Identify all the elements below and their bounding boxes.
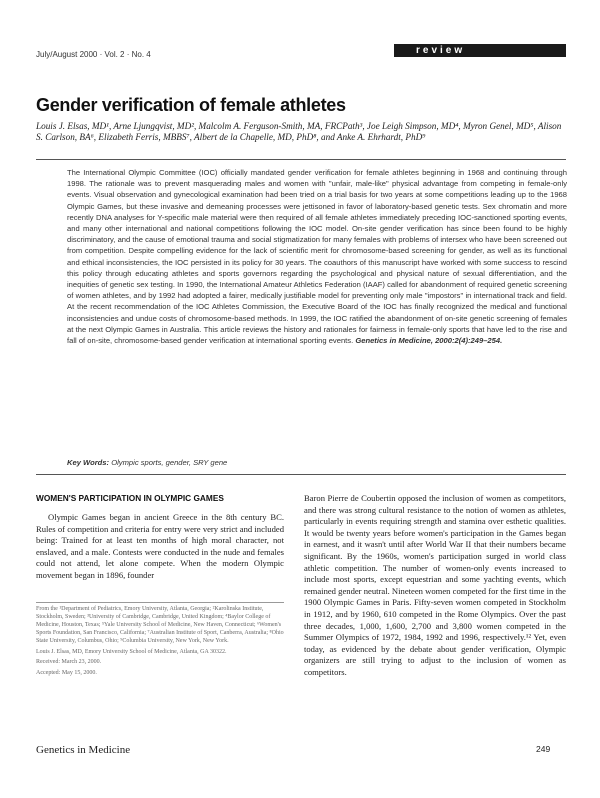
keywords-text: Olympic sports, gender, SRY gene — [111, 458, 228, 467]
keywords — [67, 458, 227, 467]
section-heading: WOMEN'S PARTICIPATION IN OLYMPIC GAMES — [36, 493, 224, 503]
journal-logo: Genetics in Medicine — [36, 744, 131, 756]
body-paragraph-left: Olympic Games began in ancient Greece in the 8th century BC. Rules of competition and criteria for entry were very strict and included being: Trained for at least ten months of high moral character, not enslaved, and a male. Contests were conducted in the nude and females could not attend, let alone compete. When the modern Olympic movement began in 1896, founder — [36, 512, 284, 580]
footnote-accepted: Accepted: May 15, 2000. — [36, 670, 97, 677]
author-list: Louis J. Elsas, MD¹, Arne Ljungqvist, MD², Malcolm A. Ferguson-Smith, MA, FRCPath³, Joe Leigh Simpson, MD⁴, Myron Genel, MD⁵, Alison S. Carlson, BA⁶, Elizabeth Ferris, MBBS⁷, Albert de la Chapelle, MD, PhD⁸, and Anke A. Ehrhardt, PhD⁹ — [36, 121, 562, 142]
page-number: 249 — [536, 744, 551, 754]
abstract-top-rule — [36, 159, 566, 160]
footnote-rule — [36, 602, 284, 603]
abstract — [67, 167, 567, 346]
left-column — [36, 493, 284, 582]
right-column — [304, 493, 566, 679]
keywords-label: Key Words: — [67, 458, 110, 467]
abstract-text: The International Olympic Committee (IOC) officially mandated gender verification for female athletes beginning in 1968 and continuing through 1998. The rationale was to prevent masquerading males and women with "unfair, male-like" physical advantage from competing in female-only events. Visual observation and gynecological examination had been tried on a trial basis for two years at some competitions leading up to the 1968 Olympic Games, but these invasive and demeaning processes were jettisoned in favor of laboratory-based genetic tests. Sex chromatin and more recently DNA analyses for Y-specific male material were then required of all female athletes immediately preceding IOC-sanctioned sporting events, and many other international and national competitions following the IOC model. On-site gender verification has since been found to be highly discriminatory, and the cause of emotional trauma and social stigmatization for many females with problems of intersex who have been screened out from competition. Despite compelling evidence for the lack of scientific merit for chromosome-based screening for gender, as well as its functional and ethical inconsistencies, the IOC persisted in its policy for 30 years. The coauthors of this manuscript have worked with some success to rescind this policy through educating athletes and sports governors regarding the psychological and physical nature of sexual differentiation, and the inequities of genetic sex testing. In 1990, the International Amateur Athletics Federation (IAAF) called for abandonment of required genetic screening of women athletes, and by 1992 had adopted a fairer, medically justifiable model for preventing only male "impostors" in international track and field. At the recent recommendation of the IOC Athletes Commission, the Executive Board of the IOC has finally recognized the medical and functional inconsistencies and undue costs of chromosome-based methods. In 1999, the IOC ratified the abandonment of on-site genetic screening of females at the next Olympic Games in Australia. This article reviews the history and rationales for fairness in female-only sports that have led to the rise and fall of on-site, chromosome-based gender verification at international sporting events. — [67, 168, 567, 346]
journal-issue: July/August 2000 · Vol. 2 · No. 4 — [36, 50, 151, 59]
footnotes — [36, 606, 284, 681]
abstract-bottom-rule — [36, 474, 566, 475]
section-label: review — [394, 44, 566, 57]
body-paragraph-right: Baron Pierre de Coubertin opposed the inclusion of women as competitors, and there was strong cultural resistance to the notion of women as athletes, particularly in events requiring strength and stamina over esthetic qualities. It would be twenty years before women's participation in the Games began in earnest, and it wasn't until after World War II that their numbers became significant. By the 1960s, women's participation surged in world class athletic competition. The number of women-only events increased to include most sports, except equestrian and some yachting events, which remained gender neutral. Nineteen women competed for the first time in the 1900 Olympic Games in Paris. Fifty-seven women competed in Stockholm in 1912, and by 1960, 610 competed in the Rome Olympics. Over the past three decades, 1,000, 1,600, 2,700 and 3,800 women competed in the Summer Olympics of 1972, 1984, 1992 and 1996, respectively.¹² Yet, even today, as evidenced by the debate about gender verification, Olympic organizers are still trying to adjust to the inclusion of women as competitors. — [304, 493, 566, 677]
footnote-affiliations: From the ¹Department of Pediatrics, Emory University, Atlanta, Georgia; ²Karolinska Institute, Stockholm, Sweden; ³University of Cambridge, Cambridge, United Kingdom; ⁴Baylor College of Medicine, Houston, Texas; ⁵Yale University School of Medicine, New Haven, Connecticut; ⁶Women's Sports Foundation, San Francisco, California; ⁷Australian Institute of Sport, Canberra, Australia; ⁸Ohio State University, Columbus, Ohio; ⁹Columbia University, New York, New York. — [36, 606, 284, 644]
abstract-citation: Genetics in Medicine, 2000:2(4):249–254. — [355, 336, 503, 346]
footnote-received: Received: March 23, 2000. — [36, 659, 102, 666]
footnote-correspondence: Louis J. Elsas, MD, Emory University School of Medicine, Atlanta, GA 30322. — [36, 648, 227, 655]
article-title: Gender verification of female athletes — [36, 95, 346, 115]
